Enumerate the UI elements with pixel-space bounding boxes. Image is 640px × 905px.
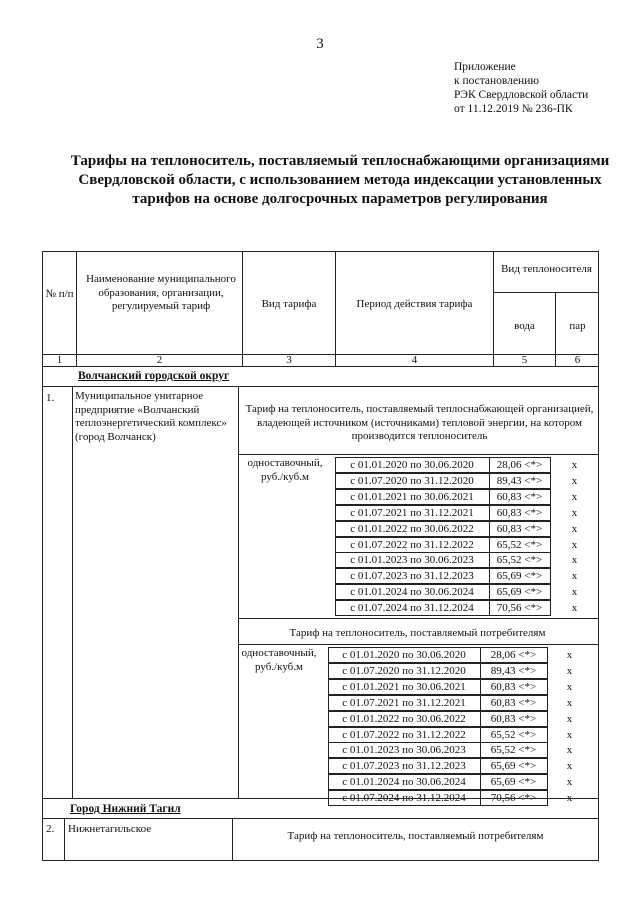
table-row bbox=[0, 584, 640, 600]
steam-value-cell: х bbox=[566, 760, 573, 773]
water-value-cell: 60,83 <*> bbox=[496, 490, 543, 503]
header-kind: Вид тарифа bbox=[261, 298, 317, 310]
steam-value-cell: х bbox=[566, 744, 573, 757]
table-row bbox=[0, 758, 640, 774]
table-row bbox=[0, 505, 640, 521]
steam-value-cell: х bbox=[566, 728, 573, 741]
water-value-cell: 89,43 <*> bbox=[490, 664, 537, 677]
header-num: № п/п bbox=[45, 288, 74, 300]
period-cell: с 01.01.2023 по 30.06.2023 bbox=[342, 744, 466, 757]
appendix-line: к постановлению bbox=[454, 75, 539, 87]
table-row bbox=[0, 457, 640, 473]
org-number: 2. bbox=[46, 823, 55, 835]
period-cell: с 01.07.2022 по 31.12.2022 bbox=[350, 538, 474, 551]
table-row bbox=[0, 489, 640, 505]
org-name: Муниципальное унитарное предприятие «Волчанский теплоэнергетический комплекс» (город Волчанск) bbox=[75, 390, 227, 443]
appendix-note bbox=[454, 60, 588, 116]
steam-value-cell: х bbox=[566, 649, 573, 661]
table-row bbox=[0, 568, 640, 584]
table-row bbox=[0, 679, 640, 695]
water-value-cell: 70,56 <*> bbox=[490, 792, 537, 805]
steam-value-cell: х bbox=[571, 459, 578, 471]
org-name: Нижнетагильское bbox=[68, 823, 152, 835]
col-number: 5 bbox=[521, 354, 528, 366]
period-cell: с 01.01.2021 по 30.06.2021 bbox=[342, 680, 466, 693]
page-number: 3 bbox=[316, 36, 324, 52]
water-value-cell: 60,83 <*> bbox=[496, 522, 543, 535]
period-cell: с 01.01.2020 по 30.06.2020 bbox=[350, 459, 474, 471]
col-number: 1 bbox=[56, 354, 63, 366]
col-number: 3 bbox=[286, 354, 292, 366]
steam-value-cell: х bbox=[571, 474, 578, 487]
period-cell: с 01.01.2022 по 30.06.2022 bbox=[350, 522, 474, 535]
water-value-cell: 65,69 <*> bbox=[490, 776, 537, 789]
water-value-cell: 89,43 <*> bbox=[496, 474, 543, 487]
org-number: 1. bbox=[46, 392, 55, 404]
steam-value-cell: х bbox=[571, 554, 578, 567]
table-row bbox=[0, 695, 640, 711]
water-value-cell: 65,52 <*> bbox=[496, 538, 543, 551]
steam-value-cell: х bbox=[571, 570, 578, 583]
period-cell: с 01.01.2021 по 30.06.2021 bbox=[350, 490, 474, 503]
document-title: Тарифы на теплоноситель, поставляемый теплоснабжающими организациями Свердловской области, с использованием метода индексации установленных тарифов на основе долгосрочных параметров регулирования bbox=[70, 153, 610, 207]
table-row bbox=[0, 552, 640, 568]
water-value-cell: 60,83 <*> bbox=[490, 696, 537, 709]
period-cell: с 01.01.2022 по 30.06.2022 bbox=[342, 712, 466, 725]
period-cell: с 01.01.2024 по 30.06.2024 bbox=[350, 586, 474, 599]
steam-value-cell: х bbox=[571, 586, 578, 599]
water-value-cell: 60,83 <*> bbox=[496, 506, 543, 519]
period-cell: с 01.07.2023 по 31.12.2023 bbox=[342, 760, 466, 773]
period-cell: с 01.07.2023 по 31.12.2023 bbox=[350, 570, 474, 583]
table-row bbox=[0, 647, 640, 663]
water-value-cell: 70,56 <*> bbox=[496, 602, 543, 615]
steam-value-cell: х bbox=[571, 490, 578, 503]
water-value-cell: 60,83 <*> bbox=[490, 712, 537, 725]
period-cell: с 01.07.2021 по 31.12.2021 bbox=[350, 506, 474, 519]
header-water: вода bbox=[514, 320, 535, 332]
table-row bbox=[0, 521, 640, 537]
header-steam: пар bbox=[569, 320, 586, 332]
water-value-cell: 65,52 <*> bbox=[490, 728, 537, 741]
steam-value-cell: х bbox=[571, 602, 578, 615]
period-cell: с 01.07.2020 по 31.12.2020 bbox=[350, 474, 474, 487]
group-heading: Тариф на теплоноситель, поставляемый потребителям bbox=[287, 830, 544, 842]
steam-value-cell: х bbox=[566, 792, 573, 805]
header-carrier: Вид теплоносителя bbox=[501, 263, 592, 275]
period-cell: с 01.07.2024 по 31.12.2024 bbox=[350, 602, 474, 615]
group-heading: Тариф на теплоноситель, поставляемый потребителям bbox=[289, 627, 546, 639]
table-row bbox=[0, 537, 640, 553]
steam-value-cell: х bbox=[566, 776, 573, 789]
group-heading: Тариф на теплоноситель, поставляемый теплоснабжающей организацией, владеющей источником (источниками) тепловой энергии, на котором производится теплоноситель bbox=[245, 403, 594, 442]
col-number: 2 bbox=[156, 354, 163, 366]
table-row bbox=[0, 727, 640, 743]
period-cell: с 01.07.2024 по 31.12.2024 bbox=[342, 792, 466, 805]
steam-value-cell: х bbox=[566, 696, 573, 709]
water-value-cell: 65,52 <*> bbox=[490, 744, 537, 757]
appendix-line: Приложение bbox=[454, 61, 516, 73]
water-value-cell: 65,69 <*> bbox=[496, 586, 543, 599]
appendix-line: РЭК Свердловской области bbox=[454, 89, 589, 101]
table-row bbox=[0, 663, 640, 679]
water-value-cell: 65,69 <*> bbox=[496, 570, 543, 583]
steam-value-cell: х bbox=[571, 506, 578, 519]
water-value-cell: 28,06 <*> bbox=[496, 459, 543, 471]
table-row bbox=[0, 711, 640, 727]
period-cell: с 01.07.2020 по 31.12.2020 bbox=[342, 664, 466, 677]
period-cell: с 01.01.2020 по 30.06.2020 bbox=[342, 649, 466, 661]
steam-value-cell: х bbox=[571, 538, 578, 551]
col-number: 6 bbox=[574, 354, 581, 366]
water-value-cell: 65,69 <*> bbox=[490, 760, 537, 773]
table-row bbox=[0, 600, 640, 616]
water-value-cell: 60,83 <*> bbox=[490, 680, 537, 693]
table-row bbox=[0, 473, 640, 489]
water-value-cell: 28,06 <*> bbox=[490, 649, 537, 661]
section-title: Город Нижний Тагил bbox=[70, 803, 181, 815]
tariff-kind: одноставочный, руб./куб.м bbox=[241, 647, 317, 673]
steam-value-cell: х bbox=[571, 522, 578, 535]
table-row bbox=[0, 774, 640, 790]
period-cell: с 01.01.2024 по 30.06.2024 bbox=[342, 776, 466, 789]
table-row bbox=[0, 742, 640, 758]
water-value-cell: 65,52 <*> bbox=[496, 554, 543, 567]
period-cell: с 01.01.2023 по 30.06.2023 bbox=[350, 554, 474, 567]
steam-value-cell: х bbox=[566, 712, 573, 725]
steam-value-cell: х bbox=[566, 664, 573, 677]
col-number: 4 bbox=[411, 354, 418, 366]
tariff-kind: одноставочный, руб./куб.м bbox=[247, 457, 323, 483]
appendix-line: от 11.12.2019 № 236-ПК bbox=[454, 103, 573, 115]
section-title: Волчанский городской округ bbox=[78, 370, 230, 382]
period-cell: с 01.07.2022 по 31.12.2022 bbox=[342, 728, 466, 741]
header-period: Период действия тарифа bbox=[356, 298, 473, 310]
period-cell: с 01.07.2021 по 31.12.2021 bbox=[342, 696, 466, 709]
header-name: Наименование муниципального образования, организации, регулируемый тариф bbox=[86, 273, 236, 312]
steam-value-cell: х bbox=[566, 680, 573, 693]
